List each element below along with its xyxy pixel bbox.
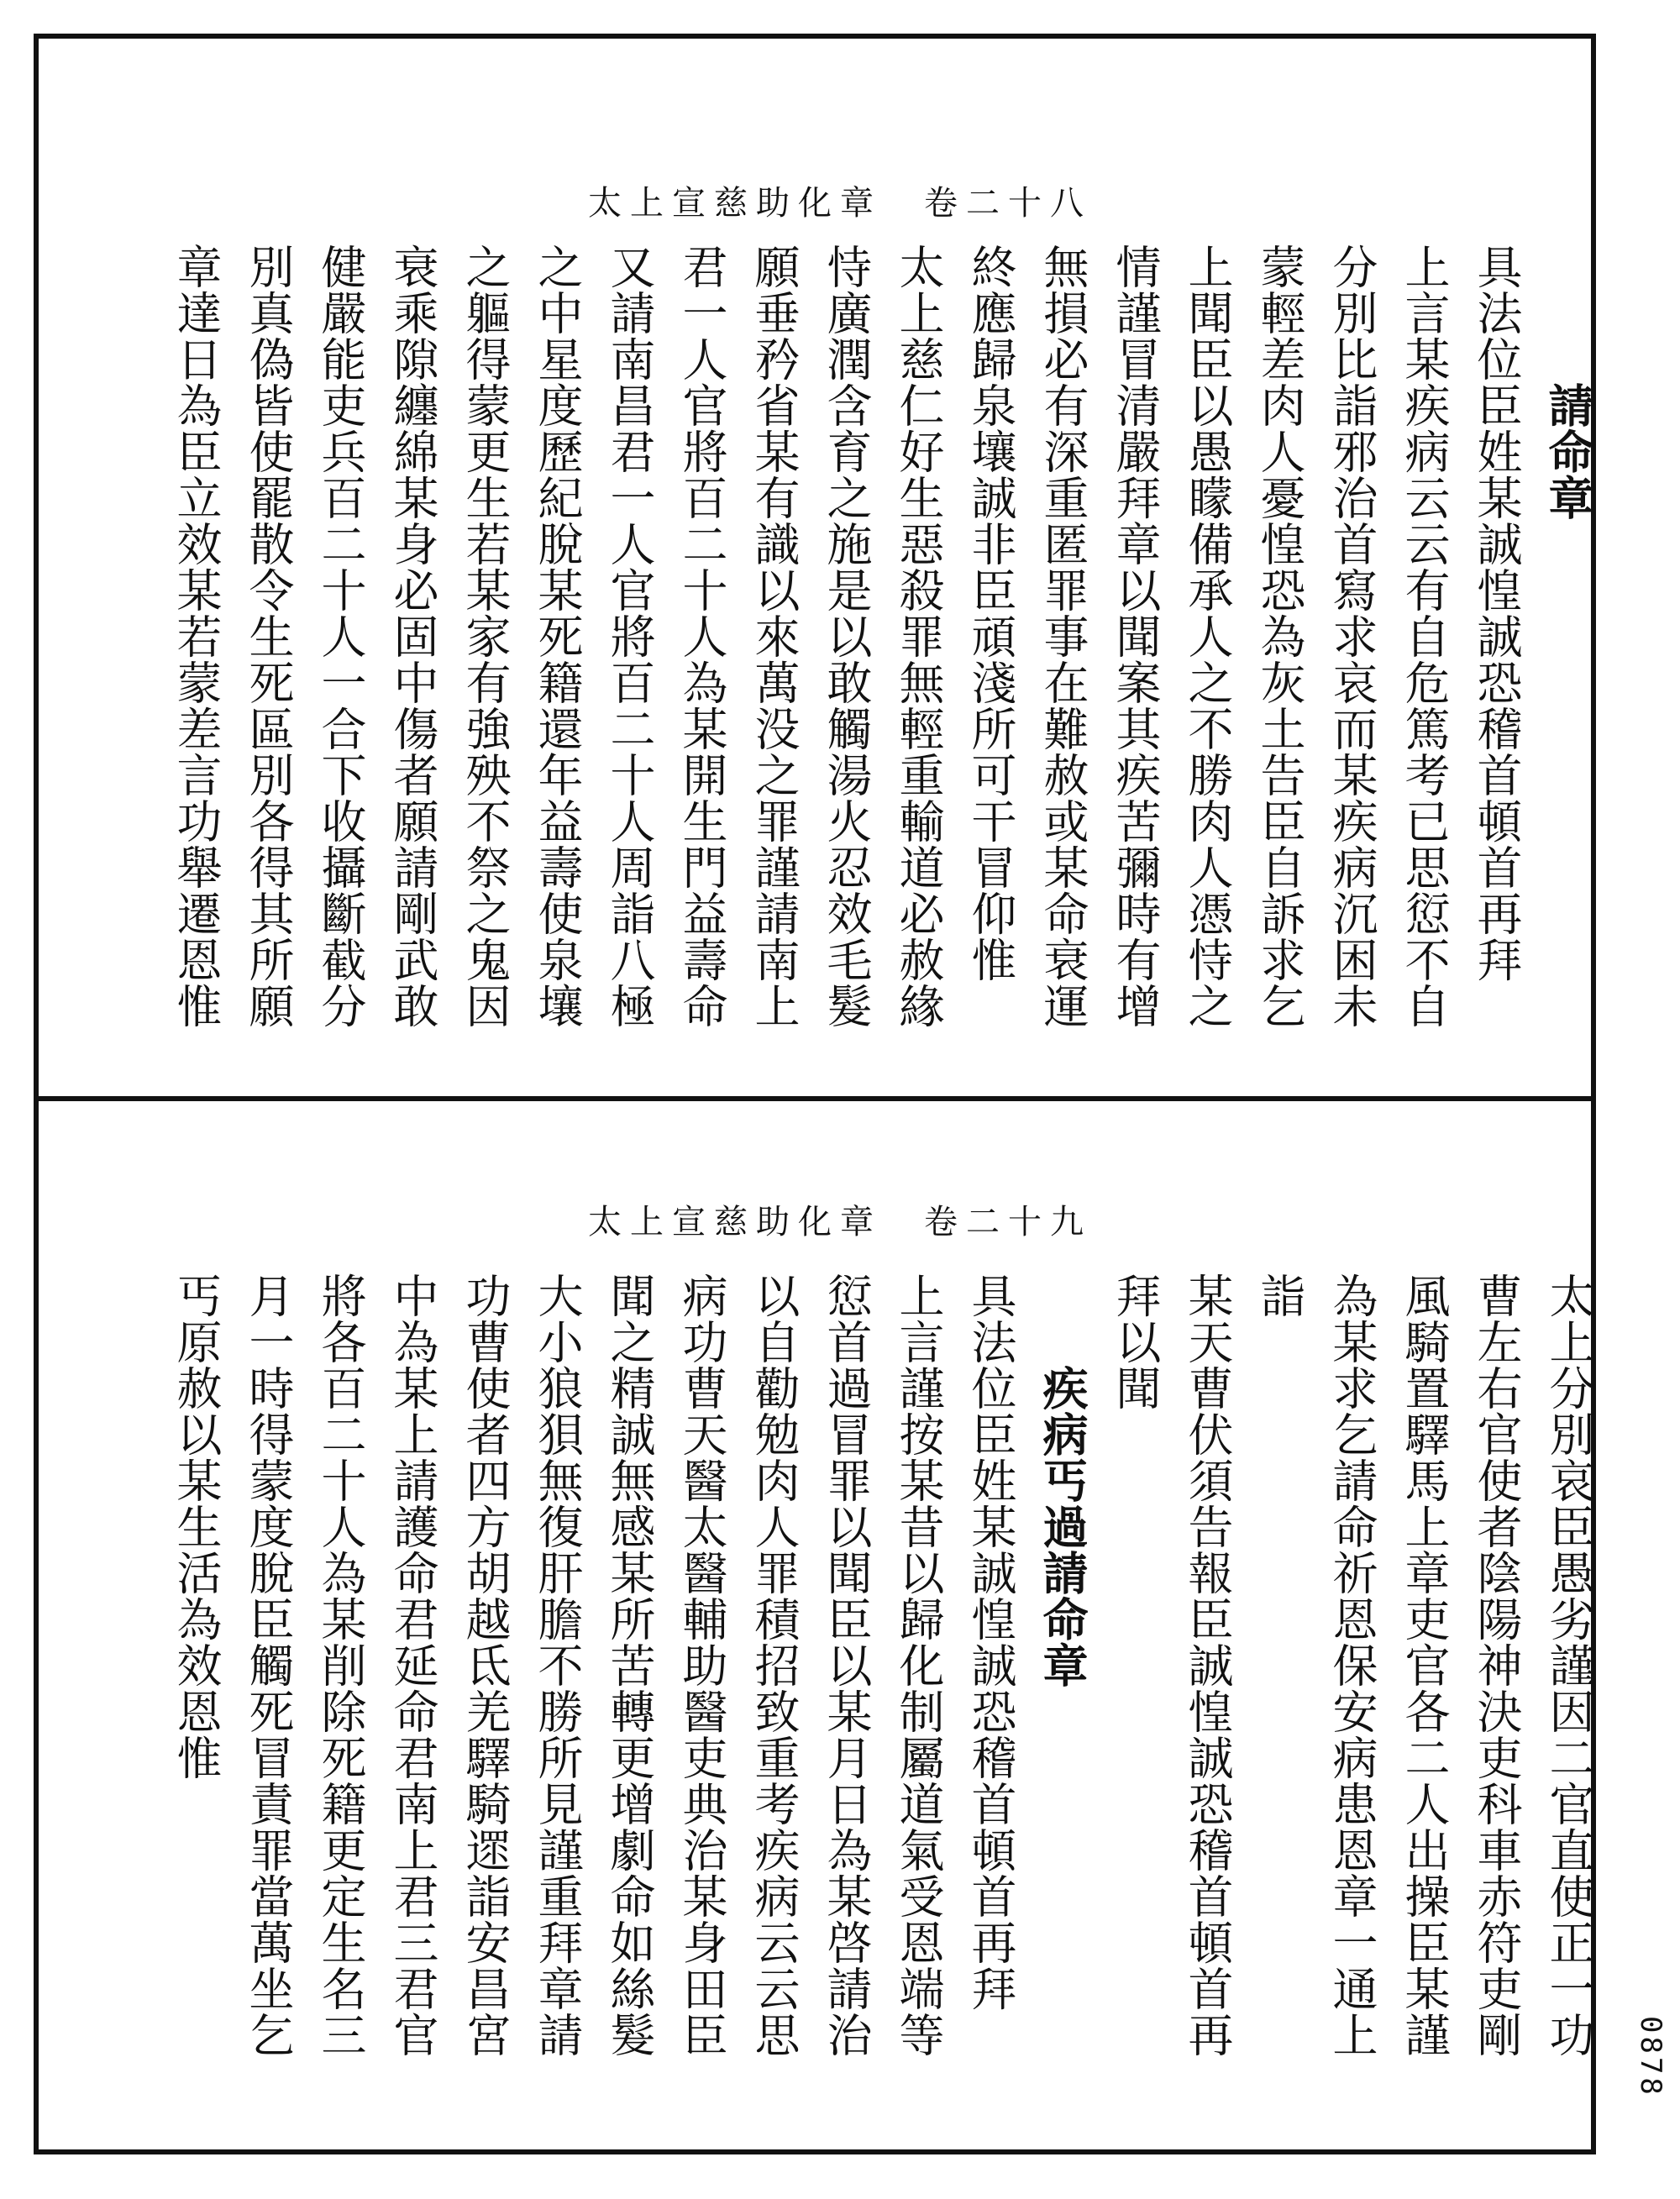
text-column: 無損必有深重匿罪事在難赦或某命衰運 <box>1037 244 1089 1029</box>
text-column: 太上慈仁好生惡殺罪無輕重輸道必赦緣 <box>892 244 945 1029</box>
text-column: 具法位臣姓某誠惶誠恐稽首頓首再拜 <box>964 1273 1017 2012</box>
text-column: 蒙輕差肉人憂惶恐為灰土告臣自訴求乞 <box>1253 244 1306 1029</box>
text-column: 拜以聞 <box>1109 1273 1162 1411</box>
text-column: 別真偽皆使罷散令生死區別各得其所願 <box>242 244 295 1029</box>
section-title: 請命章 <box>1541 382 1595 521</box>
text-block-bottom <box>143 1273 1604 2129</box>
text-column: 功曹使者四方胡越氐羌驛騎遝詣安昌宮 <box>459 1273 512 2058</box>
text-column: 又請南昌君一人官將百二十人周詣八極 <box>603 244 656 1029</box>
text-column: 聞之精誠無感某所苦轉更增劇命如絲髮 <box>603 1273 656 2058</box>
text-column: 衰乘隙纏綿某身必固中傷者願請剛武敢 <box>386 244 439 1029</box>
running-head-bottom: 太上宣慈助化章 卷二十九 <box>588 1203 1092 1241</box>
text-column: 大小狼狽無復肝膽不勝所見謹重拜章請 <box>531 1273 584 2058</box>
text-column: 之軀得蒙更生若某家有強殃不祭之鬼因 <box>459 244 512 1029</box>
text-column: 君一人官將百二十人為某開生門益壽命 <box>675 244 728 1029</box>
text-block-top <box>143 244 1604 1067</box>
text-column: 健嚴能吏兵百二十人一合下收攝斷截分 <box>314 244 367 1029</box>
text-column: 曹左右官使者陰陽神決吏科車赤符吏剛 <box>1470 1273 1523 2058</box>
text-column: 上言某疾病云云有自危篤考已思愆不自 <box>1398 244 1451 1029</box>
section-title: 疾病丐過請命章 <box>1036 1365 1089 1688</box>
text-column: 恃廣潤含育之施是以敢觸湯火忍效毛髮 <box>820 244 873 1029</box>
text-column: 章達日為臣立效某若蒙差言功舉遷恩惟 <box>170 244 223 1029</box>
text-column: 愆首過冒罪以聞臣以某月日為某啓請治 <box>820 1273 873 2058</box>
text-column: 丐原赦以某生活為效恩惟 <box>170 1273 223 1781</box>
page-divider <box>34 1096 1596 1101</box>
text-column: 風騎置驛馬上章吏官各二人出操臣某謹 <box>1398 1273 1451 2058</box>
text-column: 某天曹伏須告報臣誠惶誠恐稽首頓首再 <box>1181 1273 1234 2058</box>
text-column: 月一時得蒙度脫臣觸死冒責罪當萬坐乞 <box>242 1273 295 2058</box>
text-column: 太上分別哀臣愚劣謹因二官直使正一功 <box>1542 1273 1595 2058</box>
text-column: 以自勸勉肉人罪積招致重考疾病云云思 <box>748 1273 801 2058</box>
text-column: 之中星度歷紀脫某死籍還年益壽使泉壤 <box>531 244 584 1029</box>
text-column: 願垂矜省某有識以來萬没之罪謹請南上 <box>748 244 801 1029</box>
text-column: 中為某上請護命君延命君南上君三君官 <box>386 1273 439 2058</box>
text-column: 上聞臣以愚矇備承人之不勝肉人憑恃之 <box>1181 244 1234 1029</box>
text-column: 上言謹按某昔以歸化制屬道氣受恩端等 <box>892 1273 945 2058</box>
text-column: 病功曹天醫太醫輔助醫吏典治某身田臣 <box>675 1273 728 2058</box>
text-column: 為某求乞請命祈恩保安病患恩章一通上 <box>1326 1273 1378 2058</box>
text-column: 終應歸泉壤誠非臣頑淺所可干冒仰惟 <box>964 244 1017 983</box>
text-column: 詣 <box>1253 1273 1306 1319</box>
text-column: 分別比詣邪治首寫求哀而某疾病沉困未 <box>1326 244 1378 1029</box>
text-column: 具法位臣姓某誠惶誠恐稽首頓首再拜 <box>1470 244 1523 983</box>
page-number: 0878 <box>1634 2016 1667 2098</box>
text-column: 情謹冒清嚴拜章以聞案其疾苦彌時有增 <box>1109 244 1162 1029</box>
text-column: 將各百二十人為某削除死籍更定生名三 <box>314 1273 367 2058</box>
running-head-top: 太上宣慈助化章 卷二十八 <box>588 184 1092 223</box>
